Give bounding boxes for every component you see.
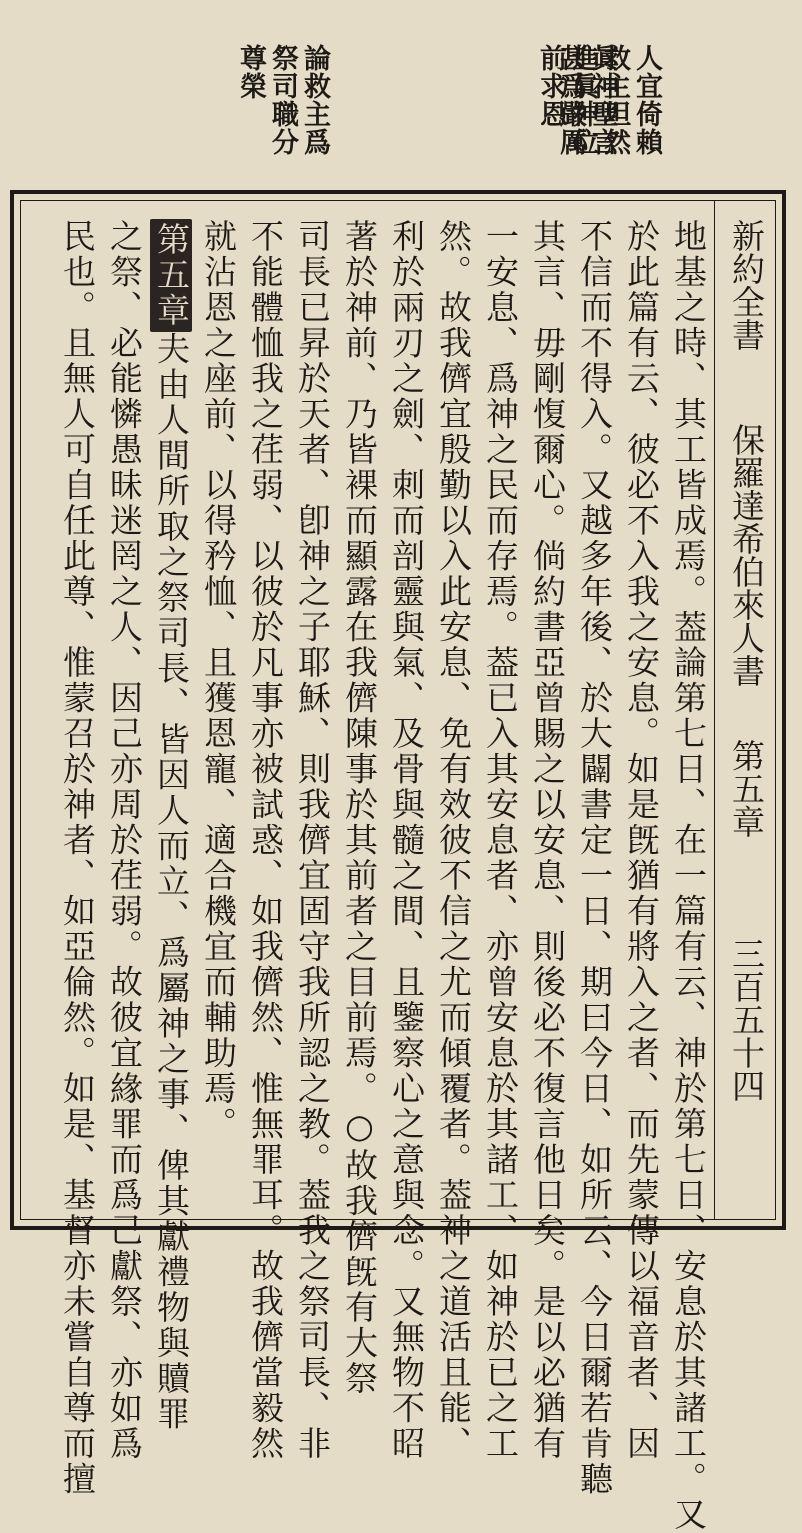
text-column: 之祭、必能憐愚昧迷罔之人、因己亦周於荏弱。故彼宜緣罪而爲己獻祭、亦如爲 (105, 219, 144, 1462)
author-line: 保羅達希伯來人書 (727, 423, 766, 687)
headnote-line: 眞神聖言 (587, 44, 618, 156)
headnote-line: 人宜倚賴 (631, 44, 662, 156)
text-column: 司長已昇於天者、卽神之子耶穌、則我儕宜固守我所認之教。葢我之祭司長、非 (293, 219, 332, 1462)
text-column: 其言、毋剛愎爾心。倘約書亞曾賜之以安息、則後必不復言他日矣。是以必猶有 (528, 219, 567, 1462)
header-divider (714, 201, 715, 1219)
headnote-line: 祭司職分 (267, 44, 298, 156)
text-column: 地基之時、其工皆成焉。葢論第七日、在一篇有云、神於第七日、安息於其諸工。又 (669, 219, 708, 1533)
chapter-opening-text: 夫由人間所取之祭司長、皆因人而立、爲屬神之事、俾其獻禮物與贖罪 (152, 331, 191, 1432)
text-frame (10, 190, 786, 1533)
text-column: 然。故我儕宜殷勤以入此安息、免有效彼不信之尤而傾覆者。葢神之道活且能、 (434, 219, 473, 1462)
headnote-line: 甚爲嚴厲 (555, 44, 586, 156)
text-column: 利於兩刃之劍、刺而剖靈與氣、及骨與髓之間、且鑒察心之意與念。又無物不昭 (387, 219, 426, 1462)
text-column: 一安息、爲神之民而存焉。葢已入其安息者、亦曾安息於其諸工、如神於已之工 (481, 219, 520, 1462)
headnote-line: 前求恩 (535, 44, 566, 128)
running-chapter: 第五章 (727, 739, 766, 838)
text-column: 民也。且無人可自任此尊、惟蒙召於神者、如亞倫然。如是、基督亦未嘗自尊而擅 (58, 219, 97, 1497)
text-column-chapter-start (150, 219, 192, 1432)
headnote-line: 救主坦然 (599, 44, 630, 156)
text-column: 著於神前、乃皆裸而顯露在我儕陳事於其前者之目前焉。○故我儕旣有大祭 (340, 219, 379, 1397)
headnote-line: 尊榮 (235, 44, 266, 100)
book-title: 新約全書 (727, 219, 766, 351)
text-column: 不信而不得入。又越多年後、於大闢書定一日、期曰今日、如所云、今日爾若肯聽 (575, 219, 614, 1497)
text-column: 於此篇有云、彼必不入我之安息。如是旣猶有將入之者、而先蒙傳以福音者、因 (622, 219, 661, 1462)
headnote-line: 論救主爲 (299, 44, 330, 156)
headnote-line: 進眞神位 (567, 44, 598, 156)
text-column: 就沾恩之座前、以得矜恤、且獲恩寵、適合機宜而輔助焉。 (199, 219, 238, 1142)
text-frame-inner (20, 200, 776, 1533)
page-number: 三百五十四 (727, 937, 766, 1102)
chapter-badge: 第五章 (150, 219, 192, 332)
headnote-3 (40, 44, 328, 156)
text-column: 不能體恤我之荏弱、以彼於凡事亦被試惑、如我儕然、惟無罪耳。故我儕當毅然 (246, 219, 285, 1462)
